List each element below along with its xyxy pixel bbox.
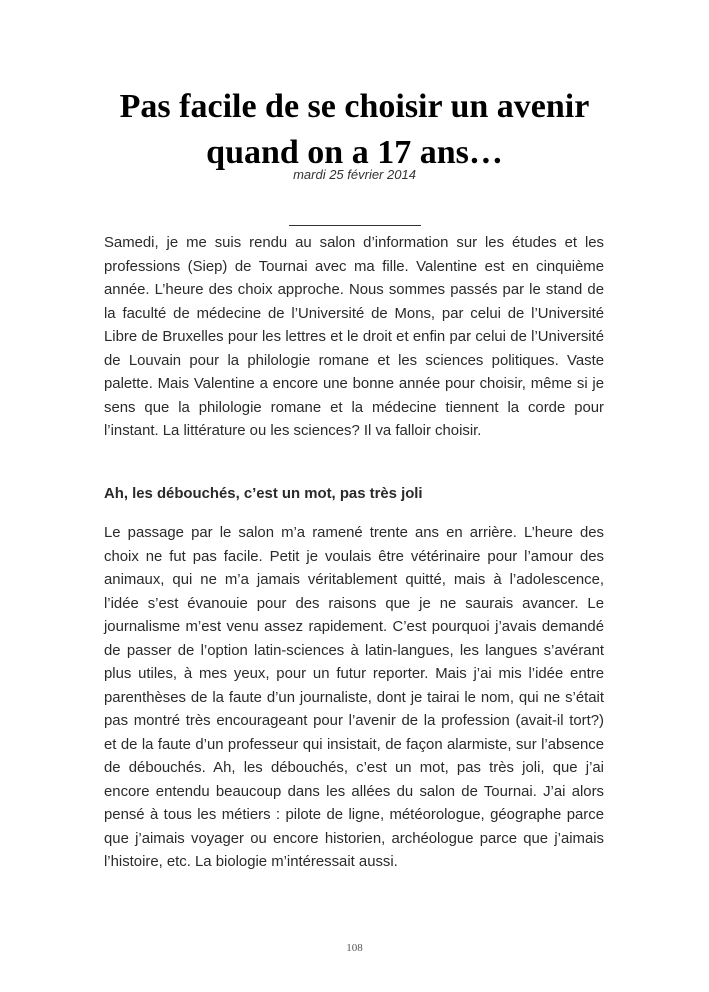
- page-number: 108: [346, 942, 363, 954]
- article-date: mardi 25 février 2014: [293, 167, 416, 182]
- paragraph-debouches: Le passage par le salon m’a ramené trente ans en arrière. L’heure des choix ne fut pas facile. Petit je voulais être vétérinaire pour l’amour des animaux, qui ne m’a jamais véritablement quitté, mais à l’adolescence, l’idée s’est évanouie pour des raisons que je ne saurais avancer. Le journalisme m’est venu assez rapidement. C’est pourquoi j’avais demandé de passer de l’option latin-sciences à latin-langues, les langues s’avérant plus utiles, à mes yeux, pour un futur reporter. Mais j’ai mis l’idée entre parenthèses de la faute d’un journaliste, dont je tairai le nom, qui ne s’était pas montré très encourageant pour l’avenir de la profession (avait-il tort?) et de la faute d’un professeur qui insistait, de façon alarmiste, sur l’absence de débouchés. Ah, les débouchés, c’est un mot, pas très joli, que j’ai encore entendu beaucoup dans les allées du salon de Tournai. J’ai alors pensé à tous les métiers : pilote de ligne, météorologue, géographe parce que j’aimais voyager ou encore historien, archéologue parce que j’aimais l’histoire, etc. La biologie m’intéressait aussi.: [104, 525, 604, 870]
- paragraph-intro: Samedi, je me suis rendu au salon d’information sur les études et les professions (Siep) de Tournai avec ma fille. Valentine est en cinquième année. L’heure des choix approche. Nous sommes passés par le stand de la faculté de médecine de l’Université de Mons, par celui de l’Université Libre de Bruxelles pour les lettres et le droit et enfin par celui de l’Université de Louvain pour la philologie romane et les sciences politiques. Vaste palette. Mais Valentine a encore une bonne année pour choisir, même si je sens que la philologie romane et la médecine tiennent la corde pour l’instant. La littérature ou les sciences? Il va falloir choisir.: [104, 235, 604, 439]
- article-title: Pas facile de se choisir un avenir quand on a 17 ans…: [119, 88, 590, 171]
- title-divider: [289, 225, 421, 226]
- section-subheading: Ah, les débouchés, c’est un mot, pas très joli: [104, 486, 423, 502]
